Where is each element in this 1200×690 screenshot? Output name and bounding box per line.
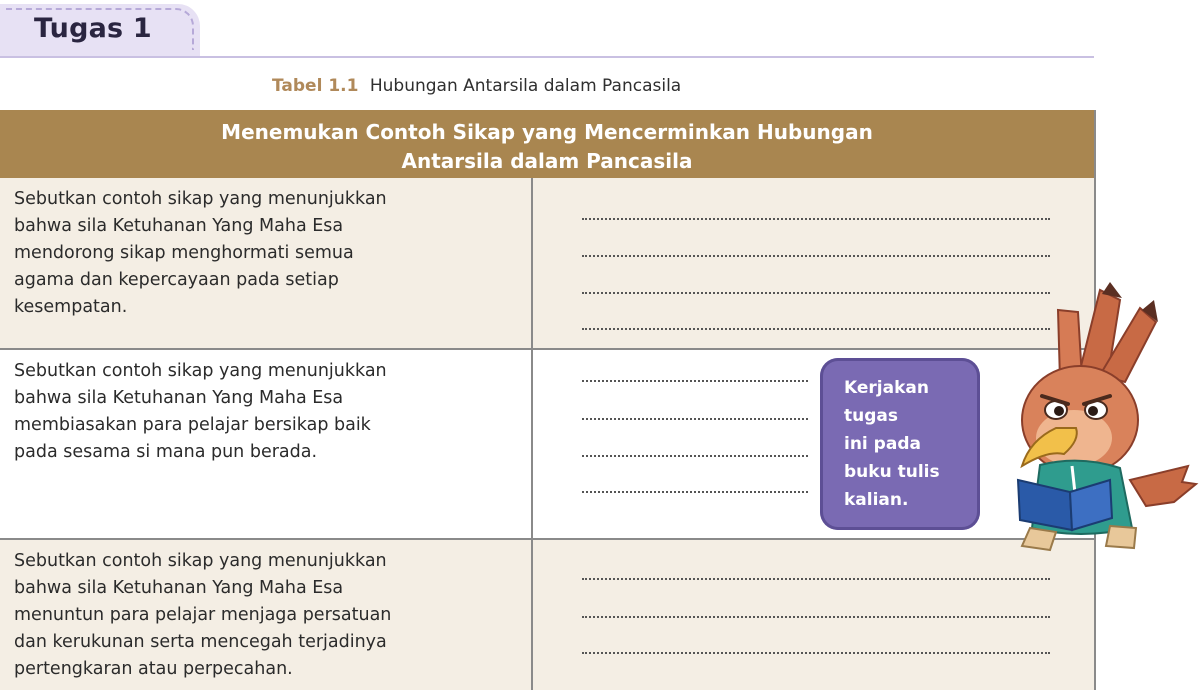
question-line: pada sesama si mana pun berada. — [14, 442, 318, 462]
task-tab — [0, 4, 200, 56]
table-row — [0, 178, 1094, 348]
question-line: membiasakan para pelajar bersikap baik — [14, 415, 371, 435]
question-text — [14, 548, 524, 683]
question-line: Sebutkan contoh sikap yang menunjukkan — [14, 361, 387, 381]
answer-line[interactable] — [582, 578, 1050, 580]
answer-line[interactable] — [582, 491, 808, 493]
question-line: bahwa sila Ketuhanan Yang Maha Esa — [14, 578, 344, 598]
question-line: dan kerukunan serta mencegah terjadinya — [14, 632, 387, 652]
question-line: kesempatan. — [14, 297, 128, 317]
answer-line[interactable] — [582, 616, 1050, 618]
task-title: Tugas 1 — [34, 13, 152, 44]
question-line: Sebutkan contoh sikap yang menunjukkan — [14, 551, 387, 571]
table-heading-line-2: Antarsila dalam Pancasila — [401, 149, 693, 173]
answer-line[interactable] — [582, 380, 808, 382]
table-row — [0, 540, 1094, 690]
answer-line[interactable] — [582, 255, 1050, 257]
instruction-text: Kerjakan tugas ini pada buku tulis kalian. — [844, 378, 940, 510]
answer-line[interactable] — [582, 652, 1050, 654]
answer-line[interactable] — [582, 418, 808, 420]
question-line: pertengkaran atau perpecahan. — [14, 659, 293, 679]
question-line: agama dan kepercayaan pada setiap — [14, 270, 339, 290]
answer-line[interactable] — [582, 218, 1050, 220]
instruction-bubble — [820, 358, 980, 530]
table-heading — [0, 110, 1094, 178]
table-heading-line-1: Menemukan Contoh Sikap yang Mencerminkan Hubungan — [221, 120, 873, 144]
eagle-reading-book-icon — [960, 270, 1200, 560]
task-divider — [0, 56, 1094, 58]
table-caption — [272, 76, 681, 96]
question-line: bahwa sila Ketuhanan Yang Maha Esa — [14, 216, 344, 236]
table-caption-text: Hubungan Antarsila dalam Pancasila — [369, 76, 682, 96]
question-line: bahwa sila Ketuhanan Yang Maha Esa — [14, 388, 344, 408]
question-line: mendorong sikap menghormati semua — [14, 243, 354, 263]
question-text — [14, 358, 524, 466]
column-divider — [531, 178, 533, 690]
question-text — [14, 186, 524, 321]
question-line: menuntun para pelajar menjaga persatuan — [14, 605, 392, 625]
table-caption-number: Tabel 1.1 — [272, 76, 359, 96]
answer-line[interactable] — [582, 455, 808, 457]
question-line: Sebutkan contoh sikap yang menunjukkan — [14, 189, 387, 209]
